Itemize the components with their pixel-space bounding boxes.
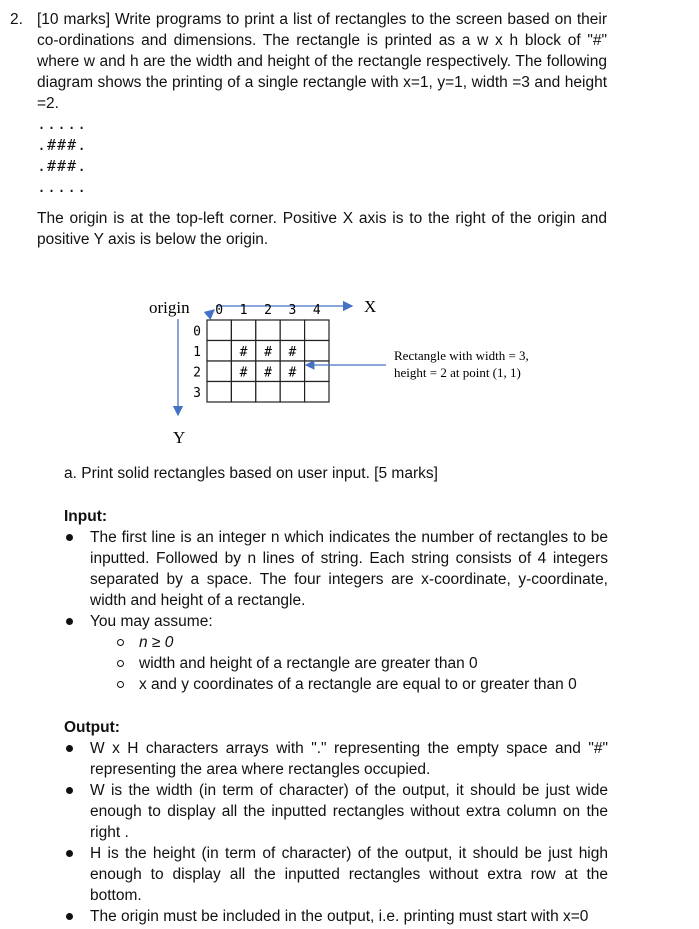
- grid-layer: [193, 303, 329, 402]
- grid-cell: [305, 361, 329, 382]
- hash-mark: #: [239, 365, 248, 381]
- y-tick-label: 3: [193, 385, 201, 401]
- x-tick-label: 0: [215, 303, 224, 318]
- grid-cell: [280, 382, 304, 403]
- annotation-line2: height = 2 at point (1, 1): [394, 365, 521, 380]
- sample-line: .###.: [37, 136, 88, 154]
- question-number: 2.: [10, 11, 23, 28]
- list-item: width and height of a rectangle are greater than 0: [115, 653, 605, 674]
- grid-cell: [256, 382, 280, 403]
- grid-cell: [256, 320, 280, 341]
- origin-arrow: [207, 310, 214, 316]
- sample-line: .....: [37, 115, 88, 133]
- y-tick-label: 2: [193, 365, 201, 381]
- grid-cell: [305, 382, 329, 403]
- list-item: [115, 632, 605, 653]
- x-tick-label: 4: [312, 303, 321, 318]
- y-tick-label: 0: [193, 324, 201, 340]
- x-tick-label: 3: [288, 303, 297, 318]
- x-tick-label: 2: [264, 303, 272, 318]
- origin-explanation: The origin is at the top-left corner. Positive X axis is to the right of the origin and positive Y axis is below the origin.: [37, 210, 607, 248]
- assume-n: n ≥ 0: [139, 634, 174, 651]
- question-intro: [10 marks] Write programs to print a list of rectangles to the screen based on their co-ordinations and dimensions. The rectangle is printed as a w x h block of "#" where w and h are the width and height of the rectangle respectively. The following diagram shows the printing of a single rectangle with x=1, y=1, width =3 and height =2.: [37, 11, 607, 112]
- grid-cell: [280, 320, 304, 341]
- annotation-line1: Rectangle with width = 3,: [394, 348, 529, 363]
- sample-line: .....: [37, 178, 88, 196]
- diagram-svg: [0, 285, 699, 455]
- grid-cell: [207, 341, 231, 362]
- list-item: W is the width (in term of character) of the output, it should be just wide enough to display all the inputted rectangles without extra column on the right .: [60, 780, 608, 843]
- x-tick-label: 1: [239, 303, 248, 318]
- grid-cell: [207, 382, 231, 403]
- hash-mark: #: [239, 344, 248, 360]
- list-item: The first line is an integer n which indicates the number of rectangles to be inputted. Followed by n lines of string. Each string consists of 4 integers separated by a space. The four integers are x-coordinate, y-coordinate, width and height of a rectangle.: [60, 527, 608, 611]
- list-item: H is the height (in term of character) of the output, it should be just high enough to display all the inputted rectangles without extra row at the bottom.: [60, 843, 608, 906]
- coordinate-diagram: [0, 285, 699, 455]
- sample-output: [37, 114, 87, 198]
- y-tick-label: 1: [193, 344, 201, 360]
- hash-mark: #: [264, 344, 272, 360]
- grid-cell: [231, 320, 255, 341]
- hash-mark: #: [288, 365, 297, 381]
- origin-label: origin: [149, 298, 190, 317]
- part-a-title: a. Print solid rectangles based on user input. [5 marks]: [64, 465, 438, 482]
- hash-mark: #: [288, 344, 297, 360]
- output-heading: Output:: [64, 719, 120, 736]
- input-heading: Input:: [64, 508, 108, 525]
- list-item: W x H characters arrays with "." representing the empty space and "#" representing the area where rectangles occupied.: [60, 738, 608, 780]
- grid-cell: [305, 341, 329, 362]
- sample-line: .###.: [37, 157, 88, 175]
- list-item: You may assume:: [60, 611, 608, 632]
- grid-cell: [207, 320, 231, 341]
- grid-cell: [231, 382, 255, 403]
- list-item: The origin must be included in the output, i.e. printing must start with x=0: [60, 906, 608, 927]
- list-item: x and y coordinates of a rectangle are equal to or greater than 0: [115, 674, 605, 695]
- input-list: [60, 527, 608, 632]
- output-list: [60, 738, 608, 927]
- hash-mark: #: [264, 365, 272, 381]
- x-axis-label: X: [364, 297, 377, 316]
- y-axis-label: Y: [173, 428, 186, 447]
- grid-cell: [305, 320, 329, 341]
- grid-cell: [207, 361, 231, 382]
- assume-list: [115, 632, 605, 695]
